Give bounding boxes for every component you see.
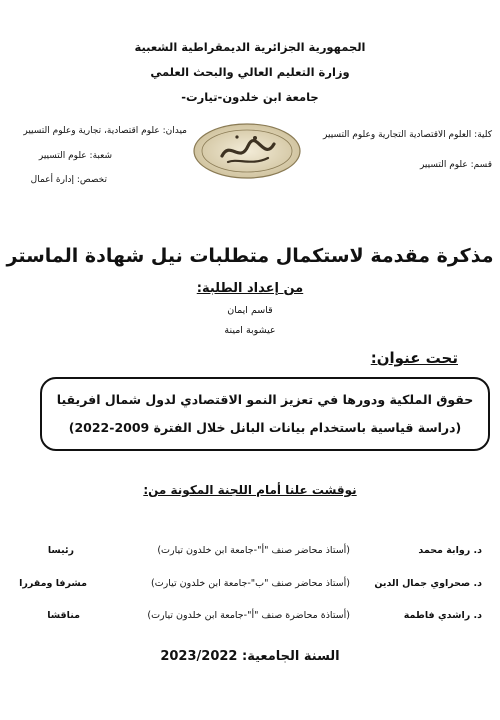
jury-heading: نوقشت علنا أمام اللجنة المكونة من: xyxy=(143,483,357,497)
university-seal-graphic xyxy=(192,122,302,180)
prepared-by-label: من إعداد الطلبة: xyxy=(196,281,304,296)
jury-member-rank: (أستاذة محاضرة صنف "أ"-جامعة ابن خلدون تيارت) xyxy=(147,610,350,621)
specialty-label: تخصص: إدارة أعمال xyxy=(30,175,107,185)
header-republic: الجمهورية الجزائرية الديمقراطية الشعبية xyxy=(134,40,366,54)
topic-box xyxy=(40,377,490,451)
thesis-title: مذكرة مقدمة لاستكمال متطلبات نيل شهادة الماستر xyxy=(6,245,494,267)
department-label: قسم: علوم التسيير xyxy=(419,160,492,170)
jury-member-rank: (أستاذ محاضر صنف "ب"-جامعة ابن خلدون تيارت) xyxy=(151,578,350,589)
university-seal-icon xyxy=(192,122,302,180)
student-name-1: قاسم ايمان xyxy=(227,305,273,316)
academic-year: السنة الجامعية: 2023/2022 xyxy=(160,649,340,664)
jury-member-rank: (أستاذ محاضر صنف "أ"-جامعة ابن خلدون تيارت) xyxy=(157,545,350,556)
topic-line-1: حقوق الملكية ودورها في تعزيز النمو الاقتصادي لدول شمال افريقيا xyxy=(56,392,474,407)
jury-member-name: د. صحراوي جمال الدين xyxy=(374,578,482,589)
student-name-2: عيشوبة امينة xyxy=(224,325,276,336)
domain-label: ميدان: علوم اقتصادية، تجارية وعلوم التسيير xyxy=(23,126,187,136)
jury-member-name: د. راشدي فاطمة xyxy=(403,610,482,621)
jury-member-name: د. روابة محمد xyxy=(418,545,482,556)
branch-label: شعبة: علوم التسيير xyxy=(38,151,112,161)
header-university: جامعة ابن خلدون-تيارت- xyxy=(181,90,319,104)
topic-label: تحت عنوان: xyxy=(370,349,458,367)
topic-line-2: (دراسة قياسية باستخدام بيانات البانل خلال الفترة 2009-2022) xyxy=(68,420,462,435)
jury-member-role: مشرفا ومقررا xyxy=(19,578,87,589)
jury-member-role: رئيسا xyxy=(47,545,74,556)
header-ministry: وزارة التعليم العالي والبحث العلمي xyxy=(150,65,350,79)
faculty-label: كلية: العلوم الاقتصادية التجارية وعلوم التسيير xyxy=(323,130,492,140)
jury-member-role: مناقشا xyxy=(47,610,80,621)
